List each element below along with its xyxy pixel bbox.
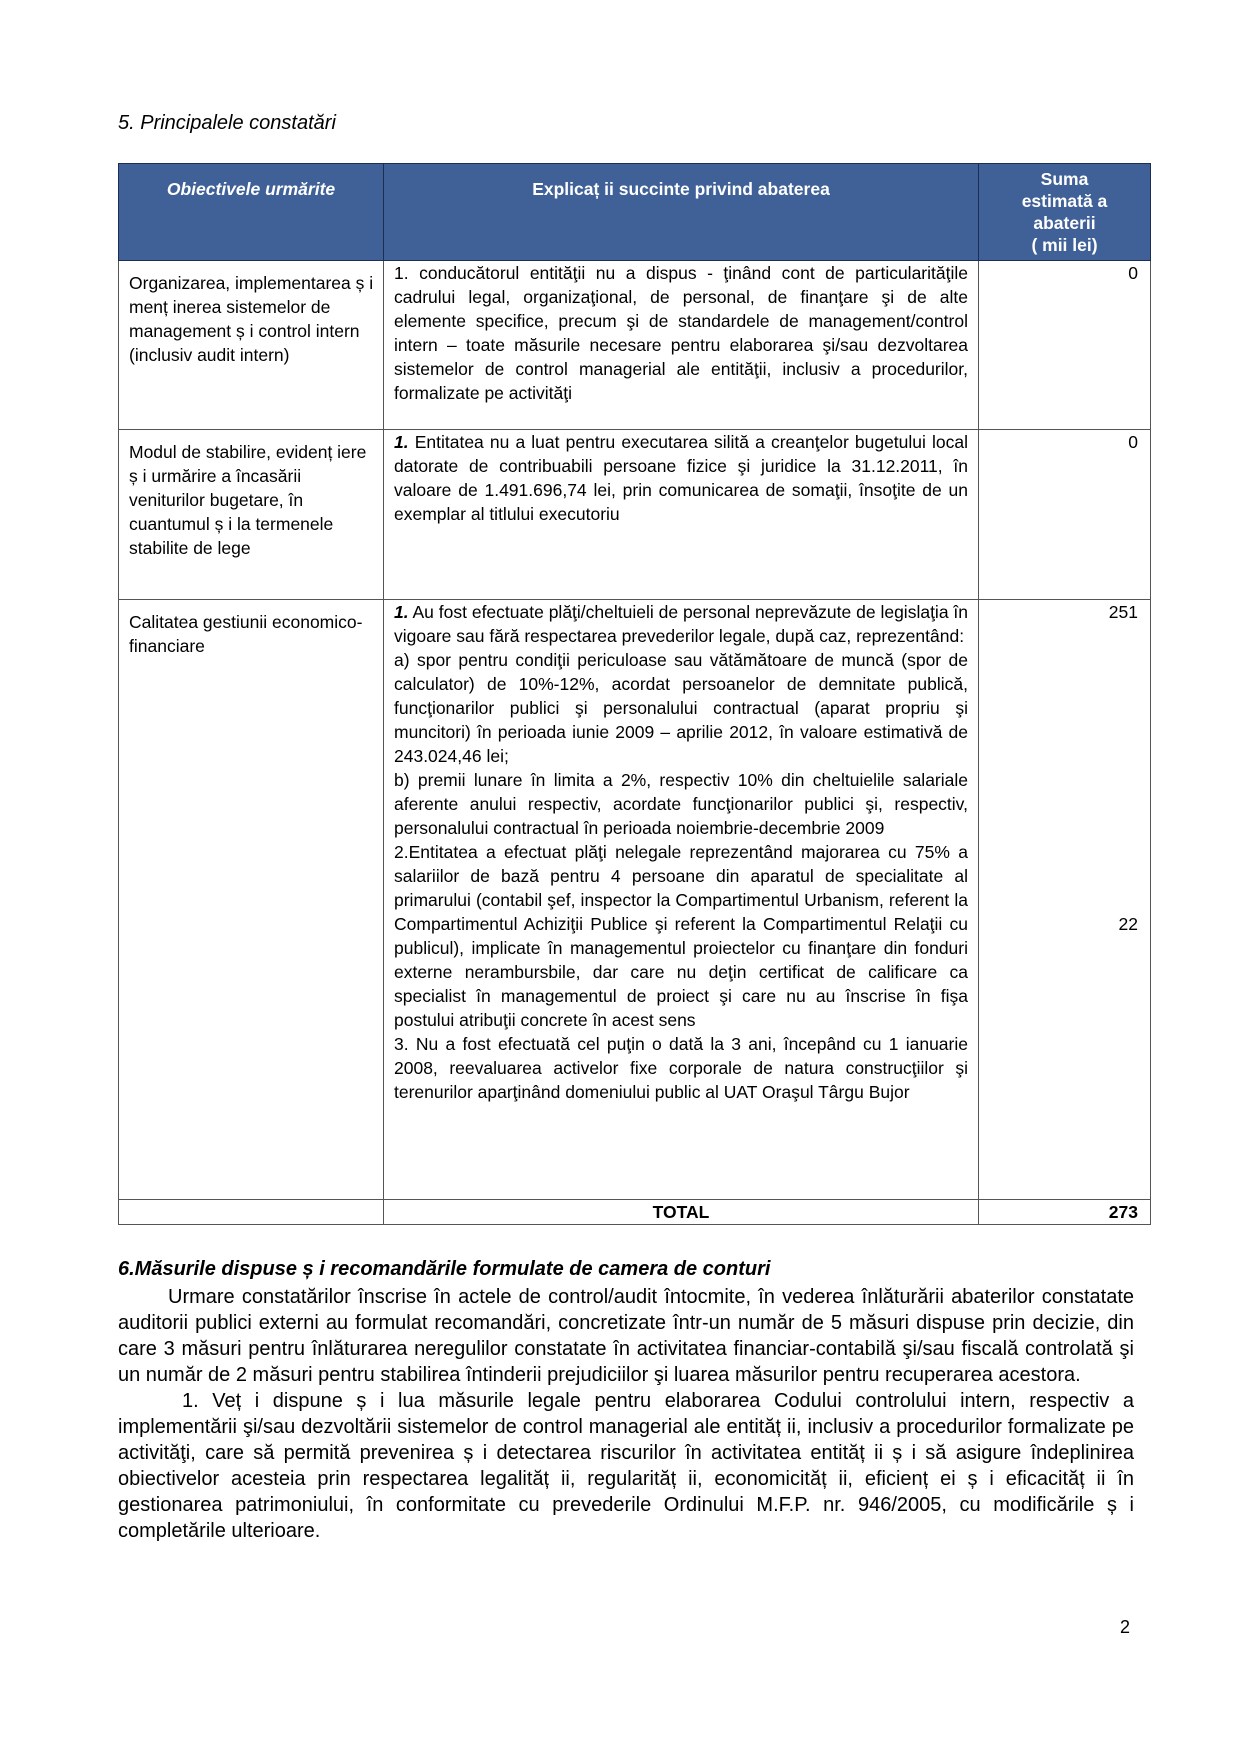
page-number: 2 (1120, 1617, 1131, 1637)
explanation-paragraph (394, 600, 968, 648)
table-row (119, 261, 1151, 430)
amount-value: 251 (1108, 602, 1138, 622)
table-row (119, 430, 1151, 600)
explanation-paragraph (394, 430, 968, 526)
explanation-paragraph: b) premii lunare în limita a 2%, respectiv 10% din cheltuielile salariale aferente anului respectiv, acordate funcţionarilor publici şi, respectiv, personalului contractual în perioada noiembrie-decembrie 2009 (394, 770, 968, 838)
amount-cell (979, 600, 1151, 1200)
objective-cell: Calitatea gestiunii economico-financiare (119, 600, 384, 1200)
explanation-cell (384, 261, 979, 430)
table-header-row (119, 164, 1151, 261)
total-row (119, 1200, 1151, 1225)
header-amount-line: abaterii (1033, 213, 1096, 233)
explanation-paragraph: 1. conducătorul entităţii nu a dispus - ţinând cont de particularităţile cadrului legal, organizaţional, de personal, de finanţare şi de alte elemente specifice, precum şi de standardele de management/control intern – toate măsurile necesare pentru elaborarea şi/sau dezvoltarea sistemelor de control managerial ale entităţii, inclusiv a procedurilor, formalizate pe activităţi (394, 263, 968, 403)
section-5-title: 5. Principalele constatări (118, 112, 336, 134)
item-number: 1. (394, 432, 409, 452)
amount-cell: 0 (979, 261, 1151, 430)
total-empty-cell (119, 1200, 384, 1225)
item-text: Au fost efectuate plăţi/cheltuieli de personal neprevăzute de legislaţia în vigoare sau fără respectarea prevederilor legale, după caz, reprezentând: (394, 602, 969, 646)
body-paragraph: Urmare constatărilor înscrise în actele de control/audit întocmite, în vederea înlăturării abaterilor constatate auditorii publici externi au formulat recomandări, concretizate într-un număr de 5 măsuri dispuse prin decizie, din care 3 măsuri pentru înlăturarea neregulilor constatate în activitatea financiar-contabilă şi/sau fiscală controlată şi un număr de 2 măsuri pentru stabilirea întinderii prejudiciilor şi luarea măsurilor pentru recuperarea acestora. (118, 1286, 1134, 1386)
header-amount-line: estimată a (1021, 191, 1108, 211)
explanation-cell (384, 430, 979, 600)
header-objectives: Obiectivele urmărite (119, 164, 384, 261)
table-row (119, 600, 1151, 1200)
header-amount-line: Suma (1040, 169, 1089, 189)
header-explanations: Explicaț ii succinte privind abaterea (384, 164, 979, 261)
item-text: Entitatea nu a luat pentru executarea silită a creanţelor bugetului local datorate de contribuabili persoane fizice şi juridice la 31.12.2011, în valoare de 1.491.696,74 lei, prin comunicarea de somaţii, însoţite de un exemplar al titlului executoriu (394, 432, 968, 524)
explanation-paragraph: 3. Nu a fost efectuată cel puţin o dată la 3 ani, începând cu 1 ianuarie 2008, reevaluarea activelor fixe corporale de natura construcţiilor şi terenurilor aparţinând domeniului public al UAT Oraşul Târgu Bujor (394, 1034, 968, 1102)
header-amount-line: ( mii lei) (1031, 235, 1098, 255)
header-amount (979, 164, 1151, 261)
section-6-title: 6.Măsurile dispuse ș i recomandările formulate de camera de conturi (118, 1258, 771, 1280)
item-number: 1. (394, 602, 409, 622)
explanation-paragraph: a) spor pentru condiţii periculoase sau vătămătoare de muncă (spor de calculator) de 10%-12%, acordat persoanelor de demnitate publică, funcţionarilor publici şi personalului contractual (aparat propriu şi muncitori) în perioada iunie 2009 – aprilie 2012, în valoare estimativă de 243.024,46 lei; (394, 650, 968, 766)
explanation-paragraph: 2.Entitatea a efectuat plăţi nelegale reprezentând majorarea cu 75% a salariilor de bază pentru 4 persoane din aparatul de specialitate al primarului (contabil şef, inspector la Compartimentul Urbanism, referent la Compartimentul Achiziţii Publice şi referent la Compartimentul Relaţii cu publicul), implicate în managementul proiectelor cu finanţare din fonduri externe nerambursbile, dar care nu deţin certificat de calificare ca specialist în managementul de proiect şi care nu au înscrise în fişa postului atribuţii concrete în acest sens (394, 842, 968, 1030)
explanation-cell (384, 600, 979, 1200)
amount-value: 22 (1118, 914, 1138, 934)
total-value: 273 (979, 1200, 1151, 1225)
body-paragraph: 1. Veț i dispune ș i lua măsurile legale pentru elaborarea Codului controlului intern, respectiv a implementării şi/sau dezvoltării sistemelor de control managerial ale entităț ii, inclusiv a procedurilor formalizate pe activităţi, care să permită prevenirea ș i detectarea riscurilor în activitatea entităț ii ș i să asigure îndeplinirea obiectivelor acesteia prin respectarea legalităț ii, regularităț ii, economicităț ii, eficienț ei ș i eficacităț ii în gestionarea patrimoniului, în conformitate cu prevederile Ordinului M.F.P. nr. 946/2005, cu modificările ș i completările ulterioare. (118, 1390, 1134, 1542)
amount-cell: 0 (979, 430, 1151, 600)
total-label: TOTAL (384, 1200, 979, 1225)
objective-cell: Modul de stabilire, evidenț iere ș i urmărire a încasării veniturilor bugetare, în cuantumul ș i la termenele stabilite de lege (119, 430, 384, 600)
findings-table (118, 163, 1151, 1225)
objective-cell: Organizarea, implementarea ș i menț inerea sistemelor de management ș i control intern (inclusiv audit intern) (119, 261, 384, 430)
section-6-body (118, 1284, 1134, 1544)
